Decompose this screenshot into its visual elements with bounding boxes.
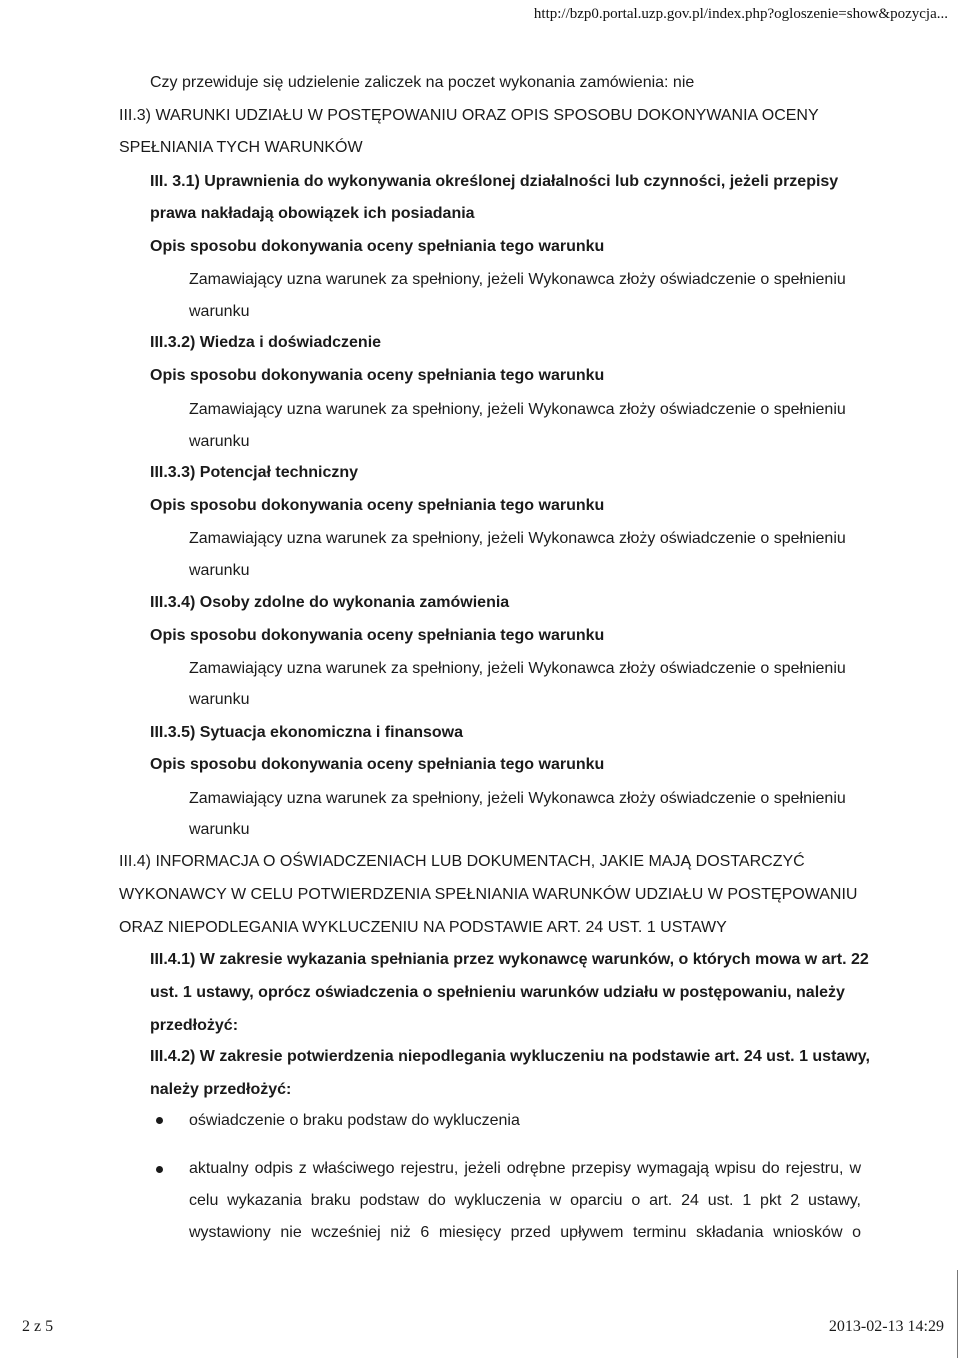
bullet-item-2-line1: aktualny odpis z właściwego rejestru, jeżeli odrębne przepisy wymagają wpisu do rejestru, w [189,1160,861,1177]
bullet-item-2-line2: celu wykazania braku podstaw do wykluczenia w oparciu o art. 24 ust. 1 pkt 2 ustawy, [189,1192,861,1209]
section-4-2-line2: należy przedłożyć: [150,1081,292,1098]
condition-text-line1: Zamawiający uzna warunek za spełniony, jeżeli Wykonawca złoży oświadczenie o spełnieniu [189,660,846,677]
method-label: Opis sposobu dokonywania oceny spełniania tego warunku [150,497,605,514]
condition-text-line1: Zamawiający uzna warunek za spełniony, jeżeli Wykonawca złoży oświadczenie o spełnieniu [189,530,846,547]
method-label: Opis sposobu dokonywania oceny spełniania tego warunku [150,367,605,384]
section-4-1-line3: przedłożyć: [150,1017,239,1034]
bullet-icon [156,1166,163,1173]
condition-text-line2: warunku [189,433,250,450]
page-number: 2 z 5 [22,1318,54,1335]
bullet-item-2-line3: wystawiony nie wcześniej niż 6 miesięcy przed upływem terminu składania wniosków o [189,1224,861,1241]
section-3-2-title: III.3.2) Wiedza i doświadczenie [150,334,382,351]
advance-question: Czy przewiduje się udzielenie zaliczek na poczet wykonania zamówienia: nie [150,74,695,91]
section-4-title-line2: WYKONAWCY W CELU POTWIERDZENIA SPEŁNIANIA WARUNKÓW UDZIAŁU W POSTĘPOWANIU [119,886,858,903]
condition-text-line1: Zamawiający uzna warunek za spełniony, jeżeli Wykonawca złoży oświadczenie o spełnieniu [189,790,846,807]
condition-text-line1: Zamawiający uzna warunek za spełniony, jeżeli Wykonawca złoży oświadczenie o spełnieniu [189,271,846,288]
print-timestamp: 2013-02-13 14:29 [828,1318,944,1335]
section-3-4-title: III.3.4) Osoby zdolne do wykonania zamówienia [150,594,510,611]
condition-text-line2: warunku [189,821,250,838]
method-label: Opis sposobu dokonywania oceny spełniania tego warunku [150,238,605,255]
page-url: http://bzp0.portal.uzp.gov.pl/index.php?ogloszenie=show&pozycja... [533,6,948,22]
section-4-1-line1: III.4.1) W zakresie wykazania spełniania przez wykonawcę warunków, o których mowa w art. 22 [150,951,869,968]
section-3-1-title-line2: prawa nakładają obowiązek ich posiadania [150,205,475,222]
section-4-title-line1: III.4) INFORMACJA O OŚWIADCZENIACH LUB DOKUMENTACH, JAKIE MAJĄ DOSTARCZYĆ [119,853,805,870]
section-3-3-title: III.3.3) Potencjał techniczny [150,464,359,481]
scan-edge-line [957,1270,958,1358]
bullet-icon [156,1117,163,1124]
method-label: Opis sposobu dokonywania oceny spełniania tego warunku [150,627,605,644]
section-4-title-line3: ORAZ NIEPODLEGANIA WYKLUCZENIU NA PODSTAWIE ART. 24 UST. 1 USTAWY [119,919,727,936]
section-3-title-line1: III.3) WARUNKI UDZIAŁU W POSTĘPOWANIU ORAZ OPIS SPOSOBU DOKONYWANIA OCENY [119,107,819,124]
condition-text-line1: Zamawiający uzna warunek za spełniony, jeżeli Wykonawca złoży oświadczenie o spełnieniu [189,401,846,418]
condition-text-line2: warunku [189,562,250,579]
bullet-item-1: oświadczenie o braku podstaw do wykluczenia [189,1112,520,1129]
section-3-title-line2: SPEŁNIANIA TYCH WARUNKÓW [119,139,363,156]
condition-text-line2: warunku [189,303,250,320]
section-4-1-line2: ust. 1 ustawy, oprócz oświadczenia o spełnieniu warunków udziału w postępowaniu, należy [150,984,845,1001]
section-3-1-title-line1: III. 3.1) Uprawnienia do wykonywania określonej działalności lub czynności, jeżeli przepisy [150,173,839,190]
condition-text-line2: warunku [189,691,250,708]
section-3-5-title: III.3.5) Sytuacja ekonomiczna i finansowa [150,724,463,741]
section-4-2-line1: III.4.2) W zakresie potwierdzenia niepodlegania wykluczeniu na podstawie art. 24 ust. 1 ustawy, [150,1048,870,1065]
method-label: Opis sposobu dokonywania oceny spełniania tego warunku [150,756,605,773]
